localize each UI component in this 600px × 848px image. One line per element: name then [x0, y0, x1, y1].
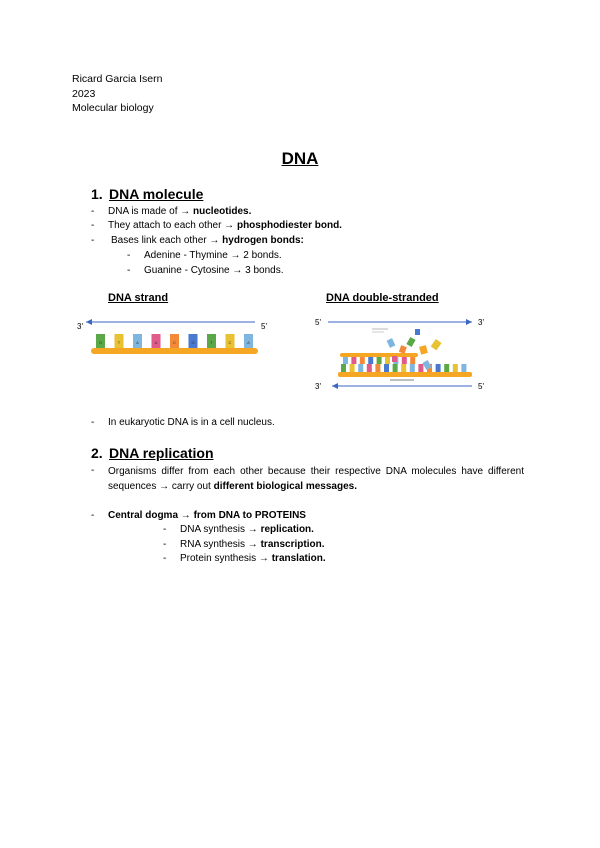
dna-double-caption: DNA double-stranded — [326, 292, 439, 304]
free-nucleotide — [387, 338, 396, 348]
upper-base — [402, 357, 407, 364]
top-arrowhead — [466, 319, 472, 325]
strand-base-letter: A — [136, 340, 139, 345]
bottom-end-right: 5' — [478, 382, 484, 391]
section-1-heading: 1. DNA molecule — [91, 186, 204, 202]
bullet-2: - They attach to each other → phosphodiester bond. — [91, 220, 342, 231]
strand-base-letter: T — [210, 340, 213, 345]
year: 2023 — [72, 88, 96, 100]
lower-base — [341, 364, 346, 372]
upper-base — [343, 357, 348, 364]
note-bullet: - In eukaryotic DNA is in a cell nucleus. — [91, 417, 275, 428]
free-nucleotide — [415, 329, 420, 335]
bottom-arrowhead — [332, 383, 338, 389]
lower-base — [384, 364, 389, 372]
top-end-right: 3' — [478, 318, 484, 327]
strand-base-letter: C — [228, 340, 232, 345]
dna-strand-figure — [72, 316, 282, 360]
dna-double-figure — [312, 316, 492, 392]
free-nucleotide — [392, 356, 397, 362]
para-dash: - — [91, 465, 95, 476]
upper-base — [385, 357, 390, 364]
upper-base — [351, 357, 356, 364]
dna-strand-caption: DNA strand — [108, 292, 169, 304]
free-nucleotide — [431, 339, 442, 350]
subbullet-1: - Adenine - Thymine → 2 bonds. — [127, 250, 282, 261]
dogma-item-2: - RNA synthesis → transcription. — [163, 539, 325, 550]
author: Ricard Garcia Isern — [72, 73, 163, 85]
strand-base-letter: A — [154, 340, 158, 345]
lower-backbone — [338, 372, 472, 377]
upper-base — [410, 357, 415, 364]
lower-base — [401, 364, 406, 372]
page-title: DNA — [281, 149, 319, 168]
free-nucleotide — [406, 337, 415, 347]
dogma-bullet: - Central dogma → from DNA to PROTEINS — [91, 510, 306, 521]
lower-base — [436, 364, 441, 372]
free-nucleotide — [399, 345, 407, 354]
subject: Molecular biology — [72, 102, 154, 114]
upper-backbone — [340, 353, 418, 357]
dogma-item-3: - Protein synthesis → translation. — [163, 553, 326, 564]
upper-base — [377, 357, 382, 364]
lower-base — [375, 364, 380, 372]
lower-base — [367, 364, 372, 372]
section-2-heading: 2. DNA replication — [91, 445, 214, 461]
strand-base-letter: C — [173, 340, 176, 345]
strand-base-letter: G — [98, 340, 103, 345]
dogma-item-1: - DNA synthesis → replication. — [163, 524, 314, 535]
organisms-paragraph: Organisms differ from each other because their respective DNA molecules have different sequences → carry out different biological messages. — [108, 466, 524, 492]
bullet-1: - DNA is made of → nucleotides. — [91, 206, 252, 217]
strand-arrowhead — [86, 319, 92, 325]
lower-base — [418, 364, 423, 372]
lower-base — [453, 364, 458, 372]
strand-base-letter: T — [117, 340, 121, 345]
strand-base-letter: G — [191, 340, 195, 345]
top-end-left: 5' — [315, 318, 321, 327]
strand-base-letter: A — [247, 340, 250, 345]
free-nucleotide — [419, 345, 428, 355]
lower-base — [358, 364, 363, 372]
upper-base — [368, 357, 373, 364]
lower-base — [393, 364, 398, 372]
strand-end-right: 5' — [261, 322, 267, 331]
lower-base — [444, 364, 449, 372]
lower-base — [410, 364, 415, 372]
lower-base — [350, 364, 355, 372]
subbullet-2: - Guanine - Cytosine → 3 bonds. — [127, 265, 284, 276]
strand-backbone — [91, 348, 258, 354]
lower-base — [461, 364, 466, 372]
strand-end-left: 3' — [77, 322, 83, 331]
upper-base — [360, 357, 365, 364]
bullet-3: - Bases link each other → hydrogen bonds: — [91, 235, 304, 246]
bottom-end-left: 3' — [315, 382, 321, 391]
